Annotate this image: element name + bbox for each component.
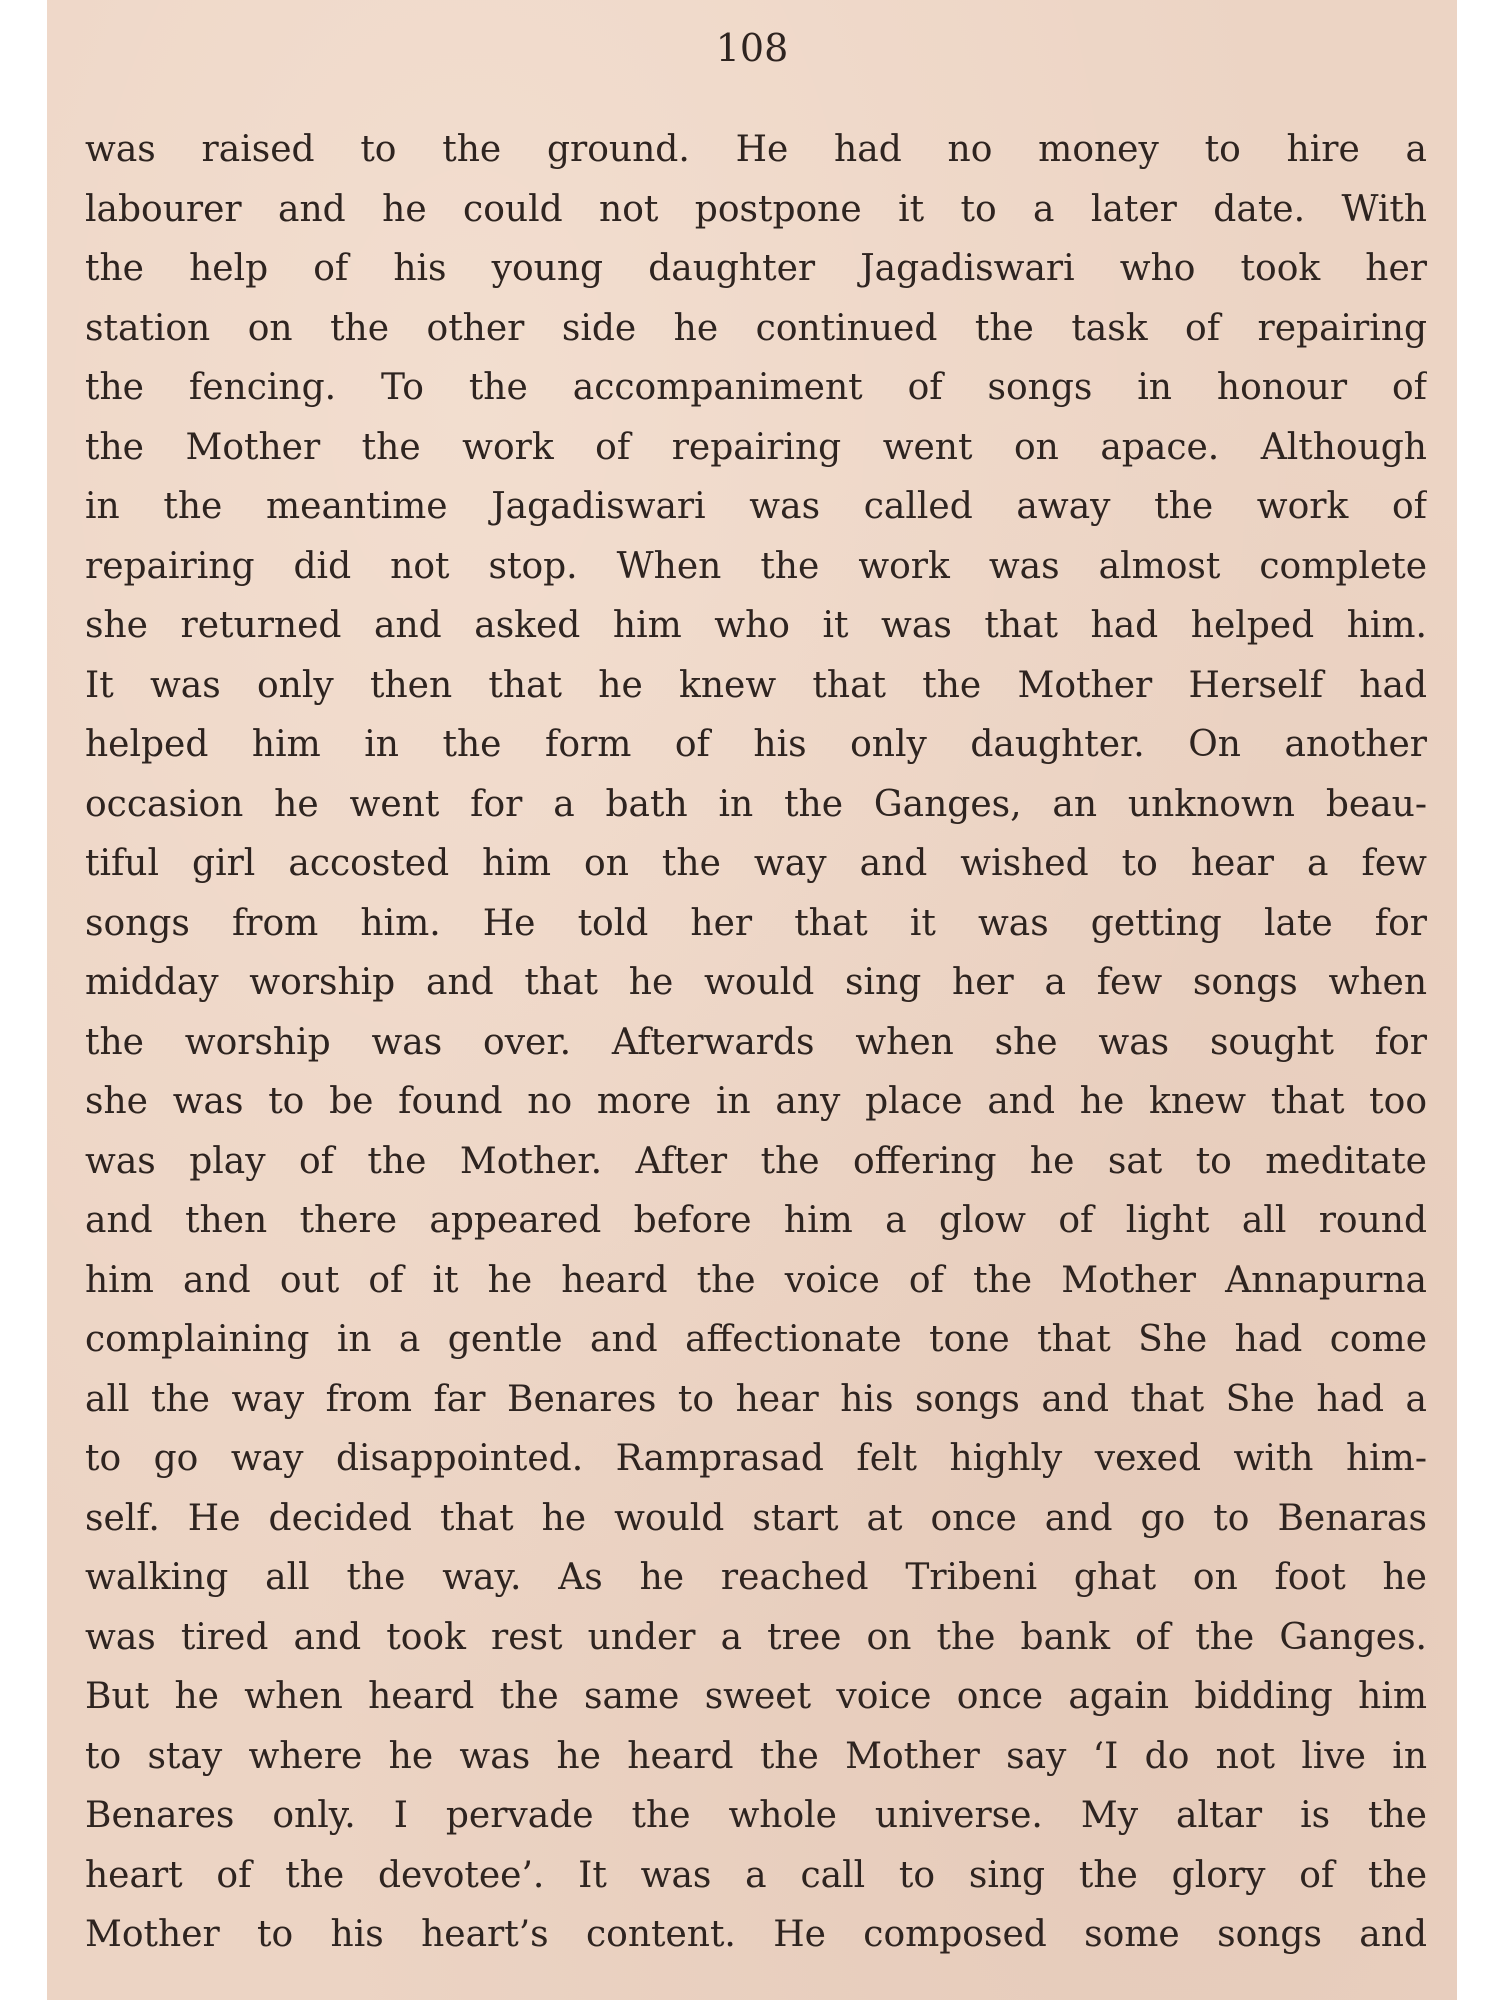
text-line: and then there appeared before him a glow of light all round	[85, 1200, 1427, 1241]
text-line: songs from him. He told her that it was getting late for	[85, 902, 1427, 944]
text-line: him and out of it he heard the voice of the Mother Annapurna	[85, 1259, 1427, 1301]
text-line: occasion he went for a bath in the Ganges, an unknown beau-	[85, 783, 1427, 825]
text-line: self. He decided that he would start at once and go to Benaras	[85, 1497, 1427, 1539]
text-line: was play of the Mother. After the offering he sat to meditate	[85, 1140, 1427, 1182]
text-line: tiful girl accosted him on the way and wished to hear a few	[85, 843, 1427, 884]
text-line: complaining in a gentle and affectionate tone that She had come	[85, 1319, 1427, 1360]
text-line: all the way from far Benares to hear his songs and that She had a	[85, 1378, 1427, 1420]
text-line: the worship was over. Afterwards when she was sought for	[85, 1021, 1427, 1063]
text-line: the help of his young daughter Jagadiswari who took her	[85, 248, 1427, 289]
text-line: helped him in the form of his only daughter. On another	[85, 724, 1427, 765]
text-line: Benares only. I pervade the whole universe. My altar is the	[85, 1795, 1427, 1836]
page-number: 108	[715, 26, 789, 70]
text-line: she returned and asked him who it was that had helped him.	[85, 605, 1427, 646]
text-line: But he when heard the same sweet voice once again bidding him	[85, 1676, 1427, 1717]
text-line: walking all the way. As he reached Tribeni ghat on foot he	[85, 1557, 1427, 1598]
text-line: the Mother the work of repairing went on apace. Although	[85, 426, 1427, 468]
text-line: midday worship and that he would sing her a few songs when	[85, 962, 1427, 1003]
text-line: It was only then that he knew that the Mother Herself had	[85, 664, 1427, 706]
text-line: to go way disappointed. Ramprasad felt highly vexed with him-	[85, 1438, 1427, 1479]
text-line: in the meantime Jagadiswari was called away the work of	[85, 486, 1427, 527]
text-line: was tired and took rest under a tree on the bank of the Ganges.	[85, 1616, 1427, 1658]
text-line: to stay where he was he heard the Mother say ‘I do not live in	[85, 1735, 1427, 1777]
text-line: Mother to his heart’s content. He composed some songs and	[85, 1914, 1427, 1955]
text-line: she was to be found no more in any place and he knew that too	[85, 1081, 1427, 1122]
text-line: labourer and he could not postpone it to a later date. With	[85, 188, 1427, 230]
text-line: the fencing. To the accompaniment of songs in honour of	[85, 367, 1427, 408]
text-line: repairing did not stop. When the work was almost complete	[85, 545, 1427, 587]
text-line: heart of the devotee’. It was a call to sing the glory of the	[85, 1854, 1427, 1896]
text-line: station on the other side he continued the task of repairing	[85, 307, 1427, 349]
body-text	[85, 120, 1427, 1965]
text-line: was raised to the ground. He had no money to hire a	[85, 129, 1427, 170]
book-page	[47, 0, 1457, 2000]
